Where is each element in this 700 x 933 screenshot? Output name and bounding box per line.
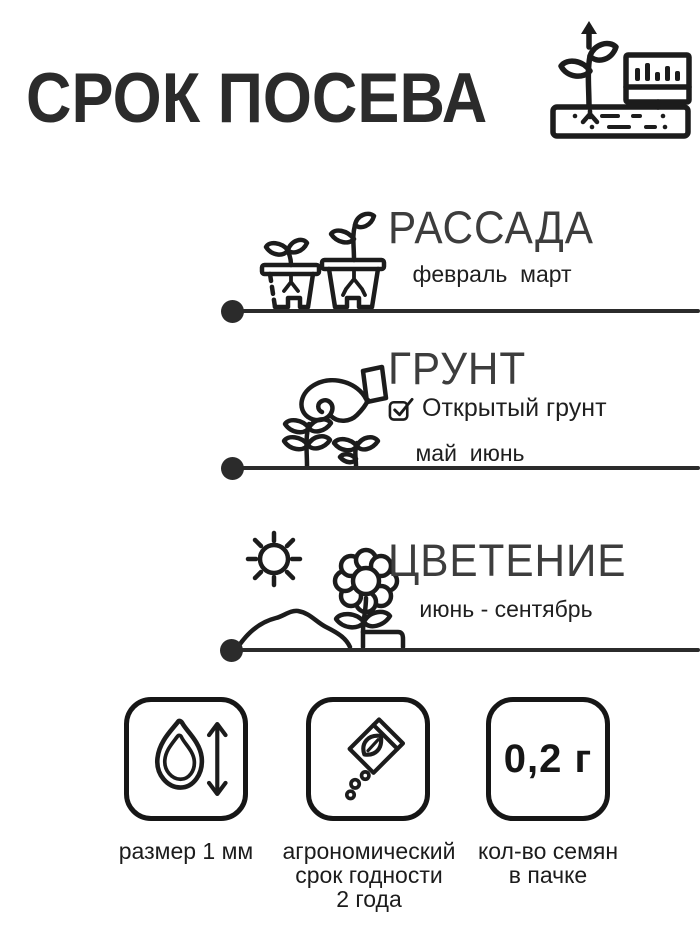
section-heading-rassada: РАССАДА [388, 202, 594, 253]
card-label-line: агрономический [282, 838, 456, 864]
section-heading-cvetenie: ЦВЕТЕНИЕ [388, 535, 627, 586]
ground-type-label: Открытый грунт [422, 394, 607, 422]
section-heading-grunt: ГРУНТ [388, 343, 527, 394]
timeline-dot-cvetenie [220, 639, 243, 662]
ground-type-row [388, 394, 607, 423]
page-title: СРОК ПОСЕВА [26, 59, 488, 138]
seed-size-card [124, 697, 248, 821]
card-label-line: размер 1 мм [118, 838, 254, 864]
cvetenie-months: июнь - сентябрь [419, 596, 593, 622]
card-label-line: срок годности [295, 862, 443, 889]
seed-weight-value: 0,2 г [503, 736, 593, 781]
card-label-line: кол-во семян [477, 838, 619, 864]
shelf-life-card [306, 697, 430, 821]
timeline-line-grunt [232, 466, 700, 470]
grunt-months: май июнь [415, 440, 525, 466]
seed-packet-icon [322, 713, 414, 805]
seed-size-label [94, 839, 278, 863]
card-label-line: в пачке [508, 862, 588, 889]
checkbox-checked-icon [388, 395, 414, 422]
timeline-line-cvetenie [232, 648, 700, 652]
shelf-life-label [269, 839, 469, 911]
card-label-line: 2 года [336, 886, 402, 913]
plant-growth-chart-icon [545, 16, 695, 142]
seedling-pots-icon [258, 210, 393, 310]
rassada-months: февраль март [412, 261, 572, 287]
timeline-dot-rassada [221, 300, 244, 323]
timeline-line-rassada [232, 309, 700, 313]
seed-weight-card [486, 697, 610, 821]
timeline-dot-grunt [221, 457, 244, 480]
seed-count-label [453, 839, 643, 887]
seed-size-icon [140, 713, 232, 805]
